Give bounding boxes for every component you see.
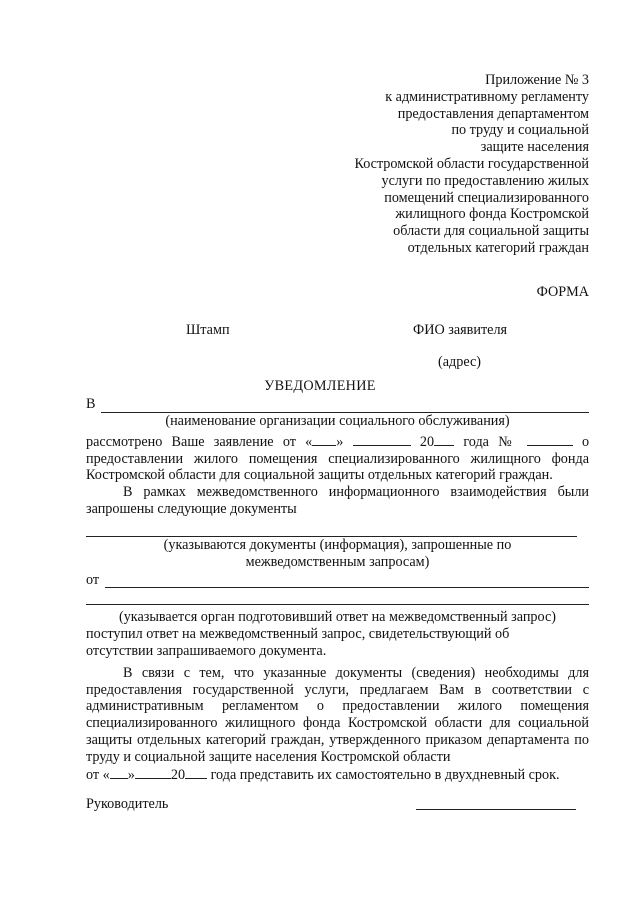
closing-date-prefix: от «	[86, 766, 110, 783]
annex-line: Костромской области государственной	[354, 155, 589, 172]
response-paragraph: поступил ответ на межведомственный запрос, свидетельствующий об отсутствии запрашиваемого документа.	[86, 626, 510, 659]
from-row	[86, 571, 589, 588]
from-field-continued[interactable]	[86, 590, 589, 605]
organization-caption: (наименование организации социального обслуживания)	[165, 413, 510, 429]
interagency-paragraph: В рамках межведомственного информационного взаимодействия были запрошены следующие документы	[86, 484, 589, 517]
closing-date-line	[86, 766, 589, 784]
considered-about: о	[581, 433, 590, 450]
considered-century: 20	[419, 433, 435, 450]
annex-line: к административному регламенту	[385, 88, 589, 105]
annex-line: предоставления департаментом	[397, 105, 589, 122]
order-month-field[interactable]	[135, 766, 171, 779]
to-prefix: В	[86, 396, 96, 413]
document-title: УВЕДОМЛЕНИЕ	[264, 378, 376, 394]
from-field[interactable]	[105, 575, 589, 588]
stamp-label: Штамп	[186, 322, 230, 338]
considered-quote: »	[336, 433, 344, 450]
annex-line: Приложение № 3	[485, 72, 589, 88]
considered-number-label: года №	[463, 433, 518, 450]
signature-field[interactable]	[416, 809, 576, 810]
annex-line: области для социальной защиты	[393, 223, 589, 240]
application-month-field[interactable]	[353, 433, 411, 446]
closing-century: 20	[170, 766, 186, 783]
annex-line: защите населения	[480, 139, 589, 156]
annex-line: услуги по предоставлению жилых	[381, 172, 589, 189]
organization-row	[86, 396, 589, 413]
annex-header	[319, 72, 589, 257]
closing-paragraph: В связи с тем, что указанные документы (сведения) необходимы для предоставления государственной услуги, предлагаем Вам в соответствии с административным регламентом о предоставлении жилого помещения специализированного жилищного фонда Костромской области для социальной защиты отдельных категорий граждан, утвержденного приказом департамента по труду и социальной защите населения Костромской области	[86, 664, 589, 765]
considered-line	[86, 433, 589, 451]
requested-docs-caption-1: (указываются документы (информация), запрошенные по	[163, 536, 512, 553]
document-body	[86, 396, 589, 783]
from-prefix: от	[86, 571, 100, 588]
order-year-field[interactable]	[185, 766, 207, 779]
organization-field[interactable]	[101, 400, 589, 413]
considered-text: рассмотрено Ваше заявление от «	[86, 433, 313, 450]
requested-docs-field[interactable]	[86, 522, 577, 537]
organ-caption: (указывается орган подготовивший ответ на межведомственный запрос)	[118, 609, 556, 626]
considered-rest: предоставлении жилого помещения специализированного жилищного фонда Костромской области для социальной защиты отдельных категорий граждан.	[86, 450, 589, 484]
applicant-name-label: ФИО заявителя	[413, 322, 508, 338]
annex-line: отдельных категорий граждан	[407, 239, 589, 256]
signature-label: Руководитель	[86, 796, 169, 812]
application-day-field[interactable]	[312, 433, 336, 446]
form-label: ФОРМА	[536, 284, 589, 300]
application-number-field[interactable]	[527, 433, 573, 446]
application-year-field[interactable]	[434, 433, 454, 446]
annex-line: жилищного фонда Костромской	[395, 206, 589, 223]
closing-date-text: года представить их самостоятельно в двухдневный срок.	[210, 766, 560, 783]
address-label: (адрес)	[438, 354, 482, 370]
annex-line: по труду и социальной	[451, 122, 589, 139]
requested-docs-caption-2: межведомственным запросам)	[245, 553, 430, 570]
signature-row	[86, 796, 589, 816]
closing-date-quote: »	[127, 766, 135, 783]
annex-line: помещений специализированного	[384, 189, 589, 206]
order-day-field[interactable]	[110, 766, 128, 779]
